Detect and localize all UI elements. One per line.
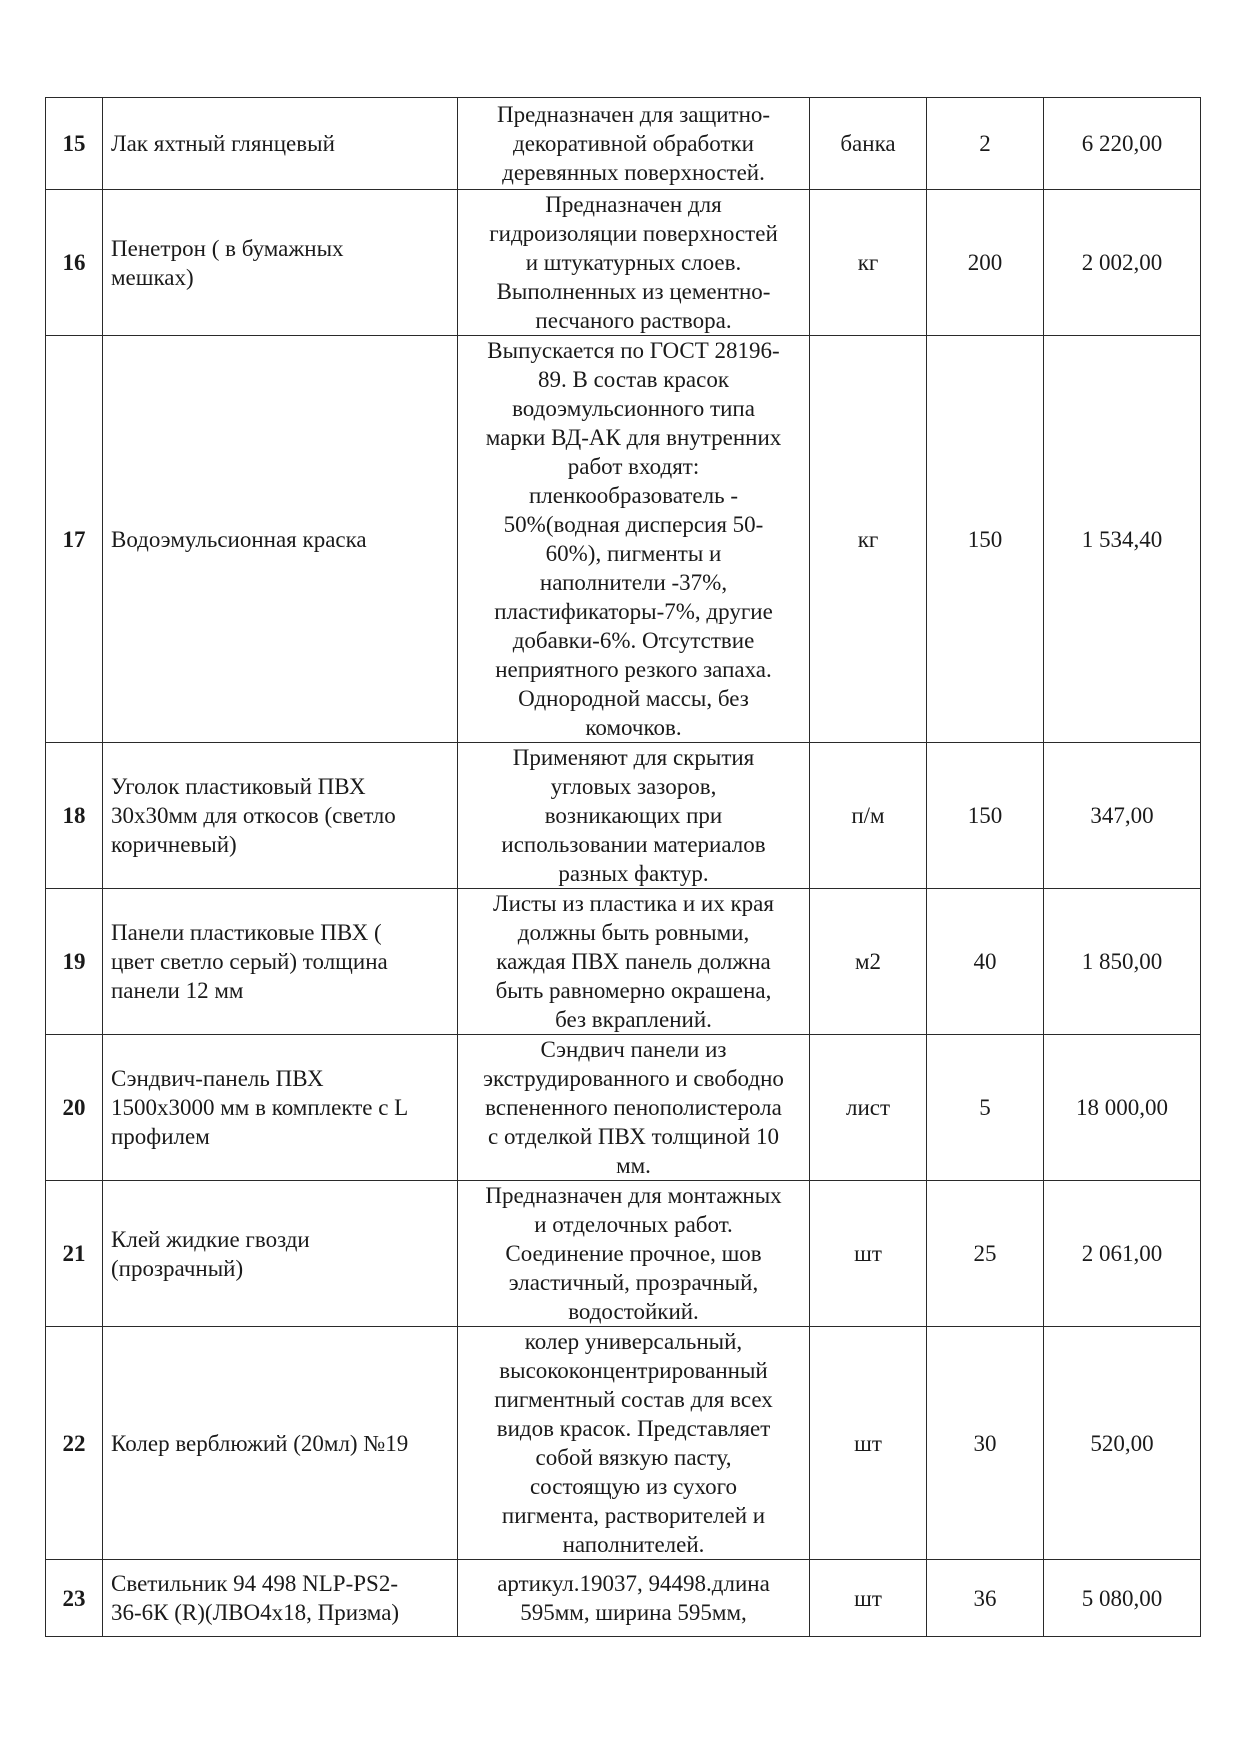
item-name: Уголок пластиковый ПВХ 30х30мм для откосов (светло коричневый) — [103, 743, 458, 889]
item-price: 1 850,00 — [1044, 889, 1201, 1035]
table-row — [46, 1181, 1201, 1327]
item-description: Применяют для скрытия угловых зазоров, возникающих при использовании материалов разных фактур. — [458, 743, 810, 889]
item-quantity: 5 — [927, 1035, 1044, 1181]
item-quantity: 2 — [927, 98, 1044, 190]
row-number: 15 — [46, 98, 103, 190]
item-name: Панели пластиковые ПВХ ( цвет светло серый) толщина панели 12 мм — [103, 889, 458, 1035]
item-description: Выпускается по ГОСТ 28196- 89. В состав красок водоэмульсионного типа марки ВД-АК для внутренних работ входят: пленкообразователь - 50%(водная дисперсия 50- 60%), пигменты и наполнители -37%, пластификаторы-7%, другие добавки-6%. Отсутствие неприятного резкого запаха. Однородной массы, без комочков. — [458, 336, 810, 743]
item-unit: м2 — [810, 889, 927, 1035]
item-price: 5 080,00 — [1044, 1560, 1201, 1637]
item-name: Клей жидкие гвозди (прозрачный) — [103, 1181, 458, 1327]
item-quantity: 25 — [927, 1181, 1044, 1327]
item-price: 347,00 — [1044, 743, 1201, 889]
item-unit: банка — [810, 98, 927, 190]
item-description: колер универсальный, высококонцентрированный пигментный состав для всех видов красок. Представляет собой вязкую пасту, состоящую из сухого пигмента, растворителей и наполнителей. — [458, 1327, 810, 1560]
item-price: 2 061,00 — [1044, 1181, 1201, 1327]
item-quantity: 150 — [927, 336, 1044, 743]
item-quantity: 36 — [927, 1560, 1044, 1637]
table-row — [46, 336, 1201, 743]
item-unit: лист — [810, 1035, 927, 1181]
item-unit: шт — [810, 1181, 927, 1327]
item-price: 520,00 — [1044, 1327, 1201, 1560]
item-description: Сэндвич панели из экструдированного и свободно вспененного пенополистерола с отделкой ПВХ толщиной 10 мм. — [458, 1035, 810, 1181]
item-unit: шт — [810, 1560, 927, 1637]
row-number: 17 — [46, 336, 103, 743]
item-description: артикул.19037, 94498.длина 595мм, ширина 595мм, — [458, 1560, 810, 1637]
row-number: 20 — [46, 1035, 103, 1181]
table-row — [46, 1035, 1201, 1181]
item-name: Колер верблюжий (20мл) №19 — [103, 1327, 458, 1560]
table-row — [46, 1327, 1201, 1560]
item-description: Предназначен для монтажных и отделочных работ. Соединение прочное, шов эластичный, прозрачный, водостойкий. — [458, 1181, 810, 1327]
row-number: 23 — [46, 1560, 103, 1637]
item-quantity: 30 — [927, 1327, 1044, 1560]
item-name: Сэндвич-панель ПВХ 1500х3000 мм в комплекте с L профилем — [103, 1035, 458, 1181]
row-number: 21 — [46, 1181, 103, 1327]
item-unit: шт — [810, 1327, 927, 1560]
row-number: 16 — [46, 190, 103, 336]
item-price: 18 000,00 — [1044, 1035, 1201, 1181]
item-unit: кг — [810, 190, 927, 336]
item-price: 6 220,00 — [1044, 98, 1201, 190]
item-description: Предназначен для защитно- декоративной обработки деревянных поверхностей. — [458, 98, 810, 190]
item-unit: кг — [810, 336, 927, 743]
table-row — [46, 743, 1201, 889]
row-number: 19 — [46, 889, 103, 1035]
item-description: Листы из пластика и их края должны быть ровными, каждая ПВХ панель должна быть равномерно окрашена, без вкраплений. — [458, 889, 810, 1035]
table-row — [46, 889, 1201, 1035]
item-name: Лак яхтный глянцевый — [103, 98, 458, 190]
row-number: 18 — [46, 743, 103, 889]
item-price: 1 534,40 — [1044, 336, 1201, 743]
table-row — [46, 190, 1201, 336]
table-row — [46, 98, 1201, 190]
item-name: Светильник 94 498 NLP-PS2- 36-6К (R)(ЛВО4х18, Призма) — [103, 1560, 458, 1637]
item-quantity: 150 — [927, 743, 1044, 889]
item-quantity: 40 — [927, 889, 1044, 1035]
item-name: Пенетрон ( в бумажных мешках) — [103, 190, 458, 336]
item-unit: п/м — [810, 743, 927, 889]
item-quantity: 200 — [927, 190, 1044, 336]
item-name: Водоэмульсионная краска — [103, 336, 458, 743]
item-price: 2 002,00 — [1044, 190, 1201, 336]
item-description: Предназначен для гидроизоляции поверхностей и штукатурных слоев. Выполненных из цементно- песчаного раствора. — [458, 190, 810, 336]
table-row — [46, 1560, 1201, 1637]
row-number: 22 — [46, 1327, 103, 1560]
items-table — [45, 97, 1201, 1637]
